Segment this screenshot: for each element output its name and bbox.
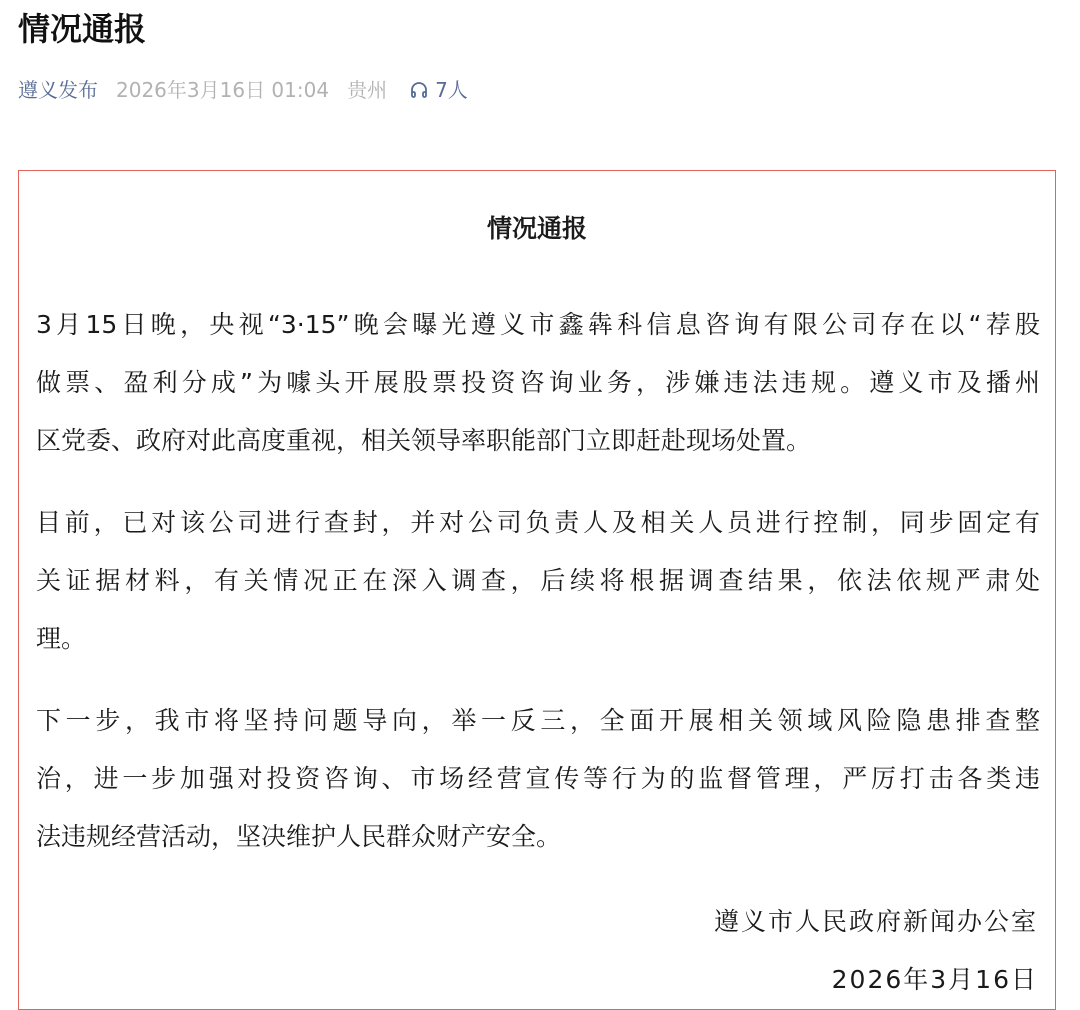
article-meta: [18, 74, 468, 106]
notice-body: [36, 296, 1040, 890]
publish-location: 贵州: [347, 78, 388, 102]
author-link[interactable]: 遵义发布: [18, 78, 98, 102]
publish-date: 2026年3月16日 01:04: [116, 78, 330, 102]
text-line: 理。: [36, 624, 87, 653]
signature-block: [714, 893, 1038, 1009]
text-line: 治，进一步加强对投资咨询、市场经营宣传等行为的监督管理，严厉打击各类违: [36, 764, 1040, 793]
notice-heading: 情况通报: [486, 214, 587, 243]
paragraph-2: [36, 494, 1040, 668]
paragraph-1: [36, 296, 1040, 470]
text-line: 关证据材料，有关情况正在深入调查，后续将根据调查结果，依法依规严肃处: [36, 566, 1040, 595]
sign-date: 2026年3月16日: [831, 965, 1038, 994]
text-line: 3月15日晚，央视“3·15”晚会曝光遵义市鑫犇科信息咨询有限公司存在以“荐股: [36, 310, 1040, 339]
text-line: 下一步，我市将坚持问题导向，举一反三，全面开展相关领域风险隐患排查整: [36, 706, 1040, 735]
text-line: 目前，已对该公司进行查封，并对公司负责人及相关人员进行控制，同步固定有: [36, 508, 1040, 537]
listener-count: 7人: [435, 78, 468, 102]
notice-box: [18, 170, 1056, 1010]
text-line: 法违规经营活动，坚决维护人民群众财产安全。: [36, 822, 562, 851]
headphones-icon: [409, 80, 429, 100]
signature: 遵义市人民政府新闻办公室: [713, 907, 1038, 936]
text-line: 做票、盈利分成”为噱头开展股票投资咨询业务，涉嫌违法违规。遵义市及播州: [36, 368, 1040, 397]
article-title: 情况通报: [18, 10, 147, 48]
listen-button[interactable]: [409, 74, 468, 106]
text-line: 区党委、政府对此高度重视，相关领导率职能部门立即赶赴现场处置。: [36, 426, 812, 455]
paragraph-3: [36, 692, 1040, 866]
